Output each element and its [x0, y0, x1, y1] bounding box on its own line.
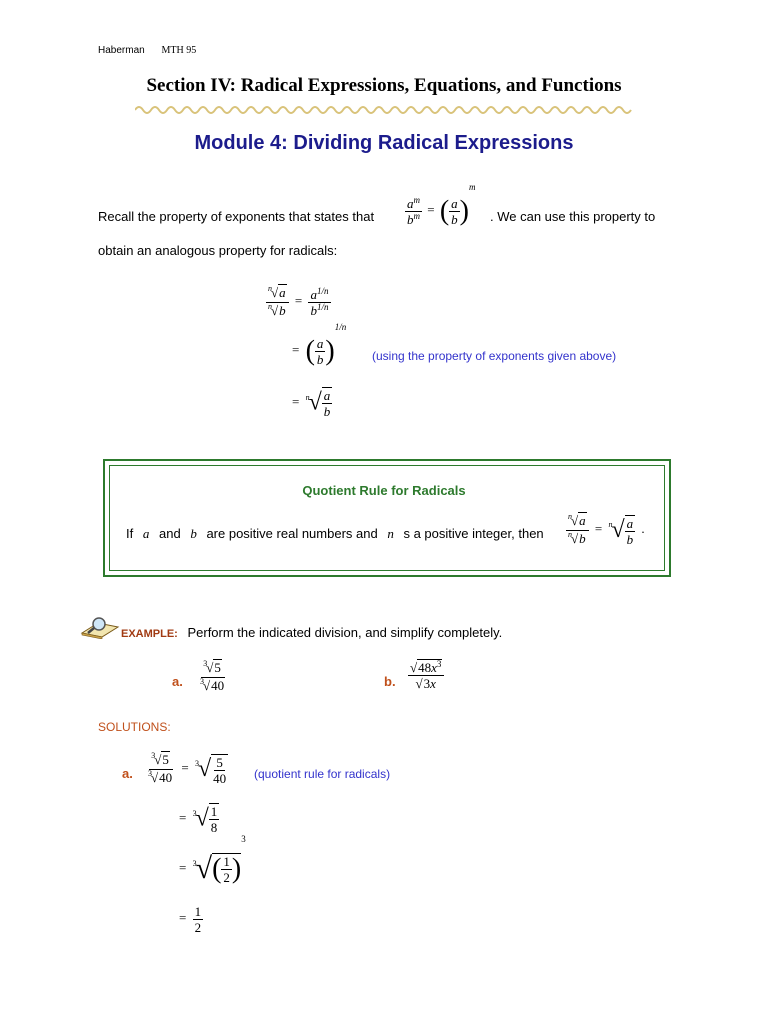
section-title: Section IV: Radical Expressions, Equations, and Functions	[146, 75, 622, 96]
header-author: Haberman	[98, 45, 145, 56]
rule-var-a: a	[142, 526, 150, 541]
quotient-rule-formula: $\frac{^n√a}{^n√b}$ = $^n$√ $\frac{a}{b}$ .	[568, 512, 645, 547]
example-part-a-label: a.	[172, 674, 183, 689]
derivation-step-2: = ( $\frac{a}{b}$ )$^{1/n}$	[292, 322, 347, 367]
page-header	[98, 45, 196, 56]
example-part-b-label: b.	[384, 674, 396, 689]
intro-text-after: . We can use this property to	[490, 209, 656, 224]
example-part-b-expression: $\frac{√48x^3}{√3x}$	[408, 660, 444, 691]
intro-text-before: Recall the property of exponents that states that	[98, 209, 375, 224]
rule-text-and: and	[158, 526, 181, 541]
solution-step-4: = $\frac{1}{2}$	[179, 904, 202, 935]
solutions-label: SOLUTIONS:	[98, 720, 171, 734]
solution-step-2: = $^3$√ $\frac{1}{8}$	[179, 804, 218, 835]
intro-line-2: obtain an analogous property for radicals:	[98, 243, 338, 258]
solution-note: (quotient rule for radicals)	[254, 767, 391, 781]
solution-step-1: $\frac{^3√5}{^3√40}$ = $^3$√ $\frac{5}{40}$	[148, 751, 227, 786]
example-part-a-expression: $\frac{^3√5}{^3√40}$	[200, 659, 225, 693]
rule-text-end: s a positive integer, then	[403, 526, 544, 541]
rule-text-if: If	[126, 526, 134, 541]
header-course: MTH 95	[161, 45, 197, 56]
rule-var-b: b	[190, 526, 197, 541]
rule-text-middle: are positive real numbers and	[206, 526, 378, 541]
solution-part-a-label: a.	[122, 766, 133, 781]
derivation-step-3: = $^n$√ $\frac{a}{b}$	[292, 388, 331, 419]
derivation-step-1: $\frac{^n√a}{^n√b}$ = $\frac{a^{1/n}}{b^{1/n}}$	[268, 284, 329, 318]
magnifying-glass-book-icon	[80, 615, 120, 639]
example-label: EXAMPLE:	[121, 628, 178, 640]
example-line	[121, 625, 502, 640]
solution-step-3: = $^3$√( $\frac{1}{2}$ )$^3$	[179, 834, 246, 885]
decorative-divider	[135, 104, 633, 116]
exponent-property-formula: $\frac{a^m}{b^m}$ = ( $\frac{a}{b}$ )$^m$	[407, 182, 476, 227]
example-instruction: Perform the indicated division, and simplify completely.	[187, 625, 503, 640]
derivation-note: (using the property of exponents given above)	[372, 349, 617, 363]
quotient-rule-title: Quotient Rule for Radicals	[302, 483, 466, 498]
module-title: Module 4: Dividing Radical Expressions	[194, 132, 574, 154]
quotient-rule-statement	[126, 526, 544, 542]
rule-var-n: n	[387, 526, 394, 541]
